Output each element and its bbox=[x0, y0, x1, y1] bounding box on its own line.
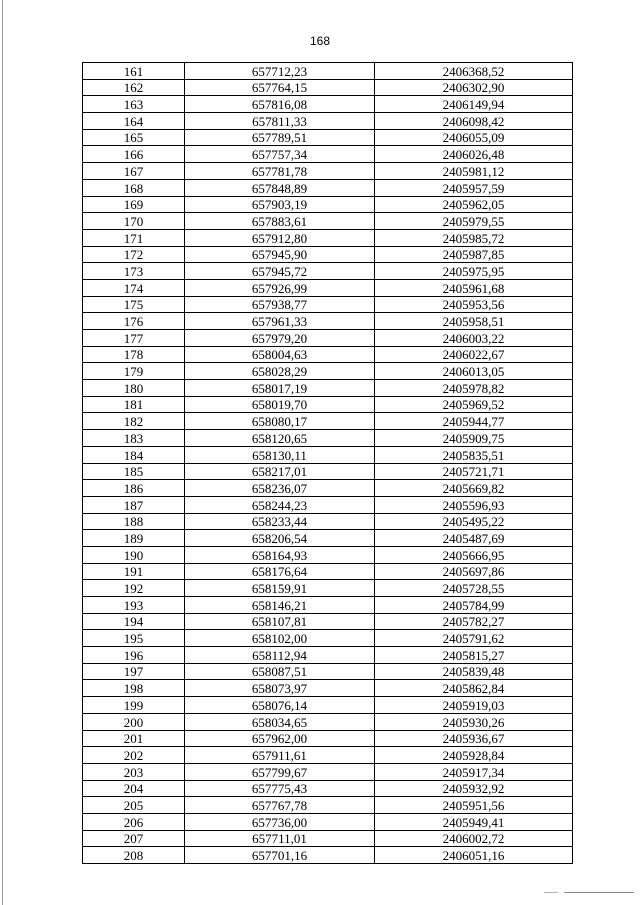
x-coordinate-cell: 657799,67 bbox=[185, 763, 375, 780]
y-coordinate-cell: 2405928,84 bbox=[375, 747, 573, 764]
point-number-cell: 171 bbox=[83, 229, 185, 246]
x-coordinate-cell: 657811,33 bbox=[185, 113, 375, 130]
table-row bbox=[83, 546, 573, 563]
table-row bbox=[83, 563, 573, 580]
table-row bbox=[83, 113, 573, 130]
point-number-cell: 174 bbox=[83, 279, 185, 296]
x-coordinate-cell: 657736,00 bbox=[185, 813, 375, 830]
x-coordinate-cell: 657962,00 bbox=[185, 730, 375, 747]
x-coordinate-cell: 658073,97 bbox=[185, 680, 375, 697]
point-number-cell: 173 bbox=[83, 263, 185, 280]
point-number-cell: 178 bbox=[83, 346, 185, 363]
x-coordinate-cell: 657764,15 bbox=[185, 79, 375, 96]
x-coordinate-cell: 657775,43 bbox=[185, 780, 375, 797]
table-row bbox=[83, 313, 573, 330]
table-row bbox=[83, 296, 573, 313]
y-coordinate-cell: 2405932,92 bbox=[375, 780, 573, 797]
y-coordinate-cell: 2406098,42 bbox=[375, 113, 573, 130]
table-row bbox=[83, 63, 573, 80]
table-row bbox=[83, 229, 573, 246]
point-number-cell: 188 bbox=[83, 513, 185, 530]
point-number-cell: 169 bbox=[83, 196, 185, 213]
x-coordinate-cell: 658076,14 bbox=[185, 697, 375, 714]
table-row bbox=[83, 713, 573, 730]
y-coordinate-cell: 2405944,77 bbox=[375, 413, 573, 430]
point-number-cell: 182 bbox=[83, 413, 185, 430]
y-coordinate-cell: 2405909,75 bbox=[375, 430, 573, 447]
table-row bbox=[83, 330, 573, 347]
table-row bbox=[83, 146, 573, 163]
y-coordinate-cell: 2405596,93 bbox=[375, 496, 573, 513]
table-row bbox=[83, 630, 573, 647]
table-row bbox=[83, 363, 573, 380]
table-row bbox=[83, 680, 573, 697]
point-number-cell: 185 bbox=[83, 463, 185, 480]
y-coordinate-cell: 2406013,05 bbox=[375, 363, 573, 380]
x-coordinate-cell: 657961,33 bbox=[185, 313, 375, 330]
x-coordinate-cell: 657767,78 bbox=[185, 797, 375, 814]
x-coordinate-cell: 657903,19 bbox=[185, 196, 375, 213]
y-coordinate-cell: 2405862,84 bbox=[375, 680, 573, 697]
x-coordinate-cell: 657848,89 bbox=[185, 179, 375, 196]
point-number-cell: 165 bbox=[83, 129, 185, 146]
table-row bbox=[83, 797, 573, 814]
x-coordinate-cell: 657926,99 bbox=[185, 279, 375, 296]
point-number-cell: 187 bbox=[83, 496, 185, 513]
table-row bbox=[83, 530, 573, 547]
table-row bbox=[83, 96, 573, 113]
y-coordinate-cell: 2405839,48 bbox=[375, 663, 573, 680]
table-row bbox=[83, 413, 573, 430]
point-number-cell: 192 bbox=[83, 580, 185, 597]
coordinates-table-body bbox=[83, 63, 573, 864]
page-edge bbox=[2, 0, 3, 905]
point-number-cell: 180 bbox=[83, 380, 185, 397]
x-coordinate-cell: 658034,65 bbox=[185, 713, 375, 730]
footer-line bbox=[564, 892, 634, 893]
point-number-cell: 184 bbox=[83, 446, 185, 463]
page-number: 168 bbox=[309, 34, 331, 48]
y-coordinate-cell: 2405666,95 bbox=[375, 546, 573, 563]
point-number-cell: 168 bbox=[83, 179, 185, 196]
x-coordinate-cell: 657938,77 bbox=[185, 296, 375, 313]
x-coordinate-cell: 658130,11 bbox=[185, 446, 375, 463]
x-coordinate-cell: 658004,63 bbox=[185, 346, 375, 363]
table-row bbox=[83, 830, 573, 847]
y-coordinate-cell: 2405917,34 bbox=[375, 763, 573, 780]
x-coordinate-cell: 657945,72 bbox=[185, 263, 375, 280]
coordinates-table bbox=[82, 62, 573, 864]
x-coordinate-cell: 658159,91 bbox=[185, 580, 375, 597]
point-number-cell: 201 bbox=[83, 730, 185, 747]
y-coordinate-cell: 2405958,51 bbox=[375, 313, 573, 330]
table-row bbox=[83, 730, 573, 747]
x-coordinate-cell: 657979,20 bbox=[185, 330, 375, 347]
x-coordinate-cell: 657781,78 bbox=[185, 163, 375, 180]
y-coordinate-cell: 2405919,03 bbox=[375, 697, 573, 714]
point-number-cell: 175 bbox=[83, 296, 185, 313]
table-row bbox=[83, 480, 573, 497]
table-row bbox=[83, 747, 573, 764]
y-coordinate-cell: 2405979,55 bbox=[375, 213, 573, 230]
y-coordinate-cell: 2405987,85 bbox=[375, 246, 573, 263]
table-row bbox=[83, 263, 573, 280]
point-number-cell: 198 bbox=[83, 680, 185, 697]
y-coordinate-cell: 2405957,59 bbox=[375, 179, 573, 196]
x-coordinate-cell: 658146,21 bbox=[185, 597, 375, 614]
y-coordinate-cell: 2406026,48 bbox=[375, 146, 573, 163]
point-number-cell: 193 bbox=[83, 597, 185, 614]
table-row bbox=[83, 213, 573, 230]
table-row bbox=[83, 513, 573, 530]
y-coordinate-cell: 2405981,12 bbox=[375, 163, 573, 180]
table-row bbox=[83, 813, 573, 830]
x-coordinate-cell: 658019,70 bbox=[185, 396, 375, 413]
point-number-cell: 196 bbox=[83, 647, 185, 664]
point-number-cell: 164 bbox=[83, 113, 185, 130]
x-coordinate-cell: 658017,19 bbox=[185, 380, 375, 397]
y-coordinate-cell: 2405487,69 bbox=[375, 530, 573, 547]
point-number-cell: 202 bbox=[83, 747, 185, 764]
point-number-cell: 208 bbox=[83, 847, 185, 864]
point-number-cell: 161 bbox=[83, 63, 185, 80]
y-coordinate-cell: 2405961,68 bbox=[375, 279, 573, 296]
point-number-cell: 167 bbox=[83, 163, 185, 180]
x-coordinate-cell: 658120,65 bbox=[185, 430, 375, 447]
point-number-cell: 179 bbox=[83, 363, 185, 380]
y-coordinate-cell: 2406003,22 bbox=[375, 330, 573, 347]
table-row bbox=[83, 380, 573, 397]
point-number-cell: 205 bbox=[83, 797, 185, 814]
y-coordinate-cell: 2405721,71 bbox=[375, 463, 573, 480]
y-coordinate-cell: 2405728,55 bbox=[375, 580, 573, 597]
point-number-cell: 204 bbox=[83, 780, 185, 797]
point-number-cell: 191 bbox=[83, 563, 185, 580]
table-row bbox=[83, 163, 573, 180]
point-number-cell: 166 bbox=[83, 146, 185, 163]
table-row bbox=[83, 396, 573, 413]
y-coordinate-cell: 2405962,05 bbox=[375, 196, 573, 213]
x-coordinate-cell: 657757,34 bbox=[185, 146, 375, 163]
y-coordinate-cell: 2406368,52 bbox=[375, 63, 573, 80]
point-number-cell: 195 bbox=[83, 630, 185, 647]
point-number-cell: 207 bbox=[83, 830, 185, 847]
x-coordinate-cell: 658206,54 bbox=[185, 530, 375, 547]
x-coordinate-cell: 657945,90 bbox=[185, 246, 375, 263]
table-row bbox=[83, 179, 573, 196]
x-coordinate-cell: 658112,94 bbox=[185, 647, 375, 664]
x-coordinate-cell: 658233,44 bbox=[185, 513, 375, 530]
table-row bbox=[83, 847, 573, 864]
x-coordinate-cell: 657816,08 bbox=[185, 96, 375, 113]
y-coordinate-cell: 2405697,86 bbox=[375, 563, 573, 580]
point-number-cell: 206 bbox=[83, 813, 185, 830]
x-coordinate-cell: 657911,61 bbox=[185, 747, 375, 764]
y-coordinate-cell: 2406302,90 bbox=[375, 79, 573, 96]
table-row bbox=[83, 430, 573, 447]
x-coordinate-cell: 657883,61 bbox=[185, 213, 375, 230]
y-coordinate-cell: 2406002,72 bbox=[375, 830, 573, 847]
point-number-cell: 203 bbox=[83, 763, 185, 780]
table-row bbox=[83, 763, 573, 780]
table-row bbox=[83, 463, 573, 480]
point-number-cell: 177 bbox=[83, 330, 185, 347]
y-coordinate-cell: 2406022,67 bbox=[375, 346, 573, 363]
x-coordinate-cell: 658236,07 bbox=[185, 480, 375, 497]
point-number-cell: 200 bbox=[83, 713, 185, 730]
table-row bbox=[83, 446, 573, 463]
y-coordinate-cell: 2406055,09 bbox=[375, 129, 573, 146]
y-coordinate-cell: 2405784,99 bbox=[375, 597, 573, 614]
x-coordinate-cell: 658217,01 bbox=[185, 463, 375, 480]
y-coordinate-cell: 2405669,82 bbox=[375, 480, 573, 497]
point-number-cell: 181 bbox=[83, 396, 185, 413]
point-number-cell: 197 bbox=[83, 663, 185, 680]
footer-line-short bbox=[544, 892, 558, 893]
y-coordinate-cell: 2406149,94 bbox=[375, 96, 573, 113]
y-coordinate-cell: 2405978,82 bbox=[375, 380, 573, 397]
table-row bbox=[83, 279, 573, 296]
table-row bbox=[83, 597, 573, 614]
point-number-cell: 170 bbox=[83, 213, 185, 230]
x-coordinate-cell: 657789,51 bbox=[185, 129, 375, 146]
x-coordinate-cell: 658080,17 bbox=[185, 413, 375, 430]
y-coordinate-cell: 2405949,41 bbox=[375, 813, 573, 830]
x-coordinate-cell: 658176,64 bbox=[185, 563, 375, 580]
x-coordinate-cell: 658087,51 bbox=[185, 663, 375, 680]
table-row bbox=[83, 346, 573, 363]
x-coordinate-cell: 657701,16 bbox=[185, 847, 375, 864]
x-coordinate-cell: 658107,81 bbox=[185, 613, 375, 630]
y-coordinate-cell: 2405930,26 bbox=[375, 713, 573, 730]
point-number-cell: 189 bbox=[83, 530, 185, 547]
y-coordinate-cell: 2405969,52 bbox=[375, 396, 573, 413]
point-number-cell: 176 bbox=[83, 313, 185, 330]
y-coordinate-cell: 2405782,27 bbox=[375, 613, 573, 630]
table-row bbox=[83, 780, 573, 797]
point-number-cell: 194 bbox=[83, 613, 185, 630]
table-row bbox=[83, 79, 573, 96]
point-number-cell: 172 bbox=[83, 246, 185, 263]
table-row bbox=[83, 613, 573, 630]
x-coordinate-cell: 658028,29 bbox=[185, 363, 375, 380]
point-number-cell: 186 bbox=[83, 480, 185, 497]
x-coordinate-cell: 658102,00 bbox=[185, 630, 375, 647]
table-row bbox=[83, 246, 573, 263]
point-number-cell: 162 bbox=[83, 79, 185, 96]
y-coordinate-cell: 2405936,67 bbox=[375, 730, 573, 747]
y-coordinate-cell: 2405835,51 bbox=[375, 446, 573, 463]
y-coordinate-cell: 2405495,22 bbox=[375, 513, 573, 530]
point-number-cell: 190 bbox=[83, 546, 185, 563]
table-row bbox=[83, 129, 573, 146]
x-coordinate-cell: 657712,23 bbox=[185, 63, 375, 80]
y-coordinate-cell: 2405951,56 bbox=[375, 797, 573, 814]
x-coordinate-cell: 658244,23 bbox=[185, 496, 375, 513]
x-coordinate-cell: 657912,80 bbox=[185, 229, 375, 246]
y-coordinate-cell: 2405985,72 bbox=[375, 229, 573, 246]
y-coordinate-cell: 2405815,27 bbox=[375, 647, 573, 664]
y-coordinate-cell: 2405975,95 bbox=[375, 263, 573, 280]
table-row bbox=[83, 580, 573, 597]
table-row bbox=[83, 663, 573, 680]
x-coordinate-cell: 657711,01 bbox=[185, 830, 375, 847]
point-number-cell: 163 bbox=[83, 96, 185, 113]
x-coordinate-cell: 658164,93 bbox=[185, 546, 375, 563]
point-number-cell: 183 bbox=[83, 430, 185, 447]
y-coordinate-cell: 2405953,56 bbox=[375, 296, 573, 313]
table-row bbox=[83, 697, 573, 714]
table-row bbox=[83, 496, 573, 513]
y-coordinate-cell: 2405791,62 bbox=[375, 630, 573, 647]
table-row bbox=[83, 196, 573, 213]
table-row bbox=[83, 647, 573, 664]
y-coordinate-cell: 2406051,16 bbox=[375, 847, 573, 864]
point-number-cell: 199 bbox=[83, 697, 185, 714]
